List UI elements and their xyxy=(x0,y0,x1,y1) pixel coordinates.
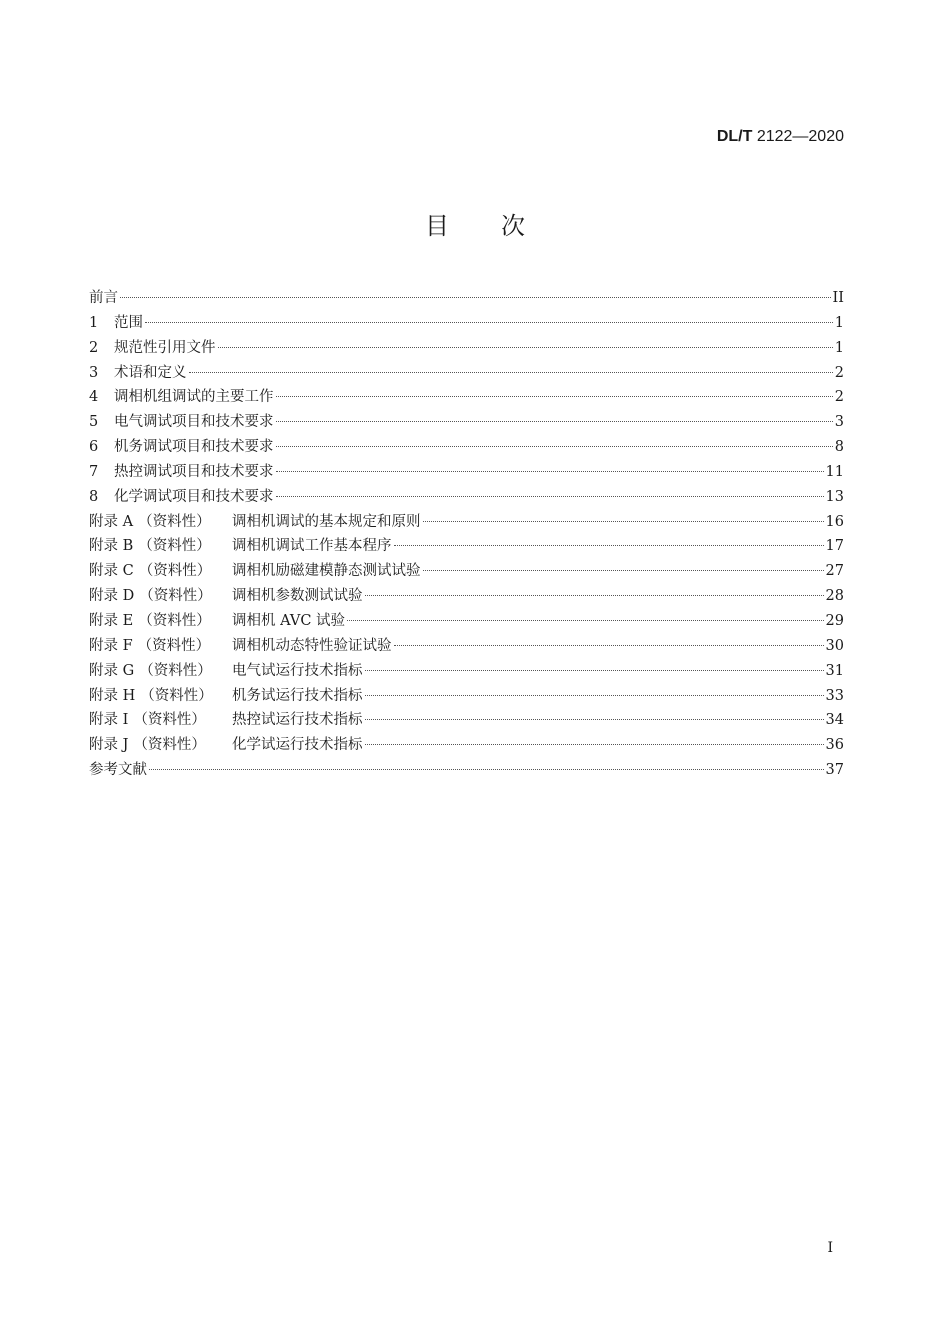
toc-entry-8[interactable] xyxy=(89,485,844,510)
appendix-prefix: 附录 F xyxy=(89,637,133,654)
toc-entry-page: 1 xyxy=(834,339,844,356)
toc-entry-text: 机务调试项目和技术要求 xyxy=(114,439,274,456)
dot-leader xyxy=(120,297,831,298)
toc-entry-page: 28 xyxy=(825,588,844,605)
toc-entry-appendix-c[interactable] xyxy=(89,559,844,584)
appendix-nature: （资料性） xyxy=(139,662,212,679)
toc-entry-page: 17 xyxy=(825,538,844,555)
toc-entry-text: 术语和定义 xyxy=(114,364,187,381)
toc-entry-text: 参考文献 xyxy=(89,762,147,779)
appendix-nature: （资料性） xyxy=(138,513,211,530)
appendix-nature: （资料性） xyxy=(133,712,206,729)
appendix-nature: （资料性） xyxy=(138,563,212,580)
page-number: I xyxy=(827,1240,833,1256)
appendix-prefix: 附录 A xyxy=(89,513,134,530)
toc-entry-number: 3 xyxy=(89,364,99,381)
toc-entry-text: 热控调试项目和技术要求 xyxy=(114,463,274,480)
dot-leader xyxy=(365,670,824,671)
dot-leader xyxy=(189,372,833,373)
appendix-nature: （资料性） xyxy=(138,538,211,555)
toc-entry-page: II xyxy=(832,290,844,306)
dot-leader xyxy=(365,719,824,720)
toc-entry-text: 调相机调试的基本规定和原则 xyxy=(232,513,421,530)
toc-entry-appendix-h[interactable] xyxy=(89,684,844,709)
dot-leader xyxy=(365,744,824,745)
toc-entry-appendix-f[interactable] xyxy=(89,634,844,659)
appendix-prefix: 附录 I xyxy=(89,712,129,729)
toc-entry-page: 34 xyxy=(825,712,844,729)
appendix-nature: （资料性） xyxy=(137,637,211,654)
toc-entry-page: 27 xyxy=(825,563,844,580)
dot-leader xyxy=(276,446,833,447)
toc-entry-text: 调相机调试工作基本程序 xyxy=(232,538,392,555)
appendix-prefix: 附录 G xyxy=(89,662,135,679)
toc-entry-appendix-d[interactable] xyxy=(89,584,844,609)
dot-leader xyxy=(365,595,824,596)
dot-leader xyxy=(276,396,833,397)
appendix-prefix: 附录 J xyxy=(89,737,129,754)
dot-leader xyxy=(149,769,824,770)
dot-leader xyxy=(276,496,824,497)
toc-entry-text: 前言 xyxy=(89,290,118,306)
dot-leader xyxy=(276,471,824,472)
toc-entry-number: 7 xyxy=(89,463,99,480)
toc-entry-text: 热控试运行技术指标 xyxy=(232,712,363,729)
appendix-nature: （资料性） xyxy=(139,588,212,605)
toc-entry-text: 电气调试项目和技术要求 xyxy=(114,414,274,431)
dot-leader xyxy=(365,695,824,696)
toc-entry-7[interactable] xyxy=(89,460,844,485)
toc-entry-6[interactable] xyxy=(89,435,844,460)
toc-entry-number: 1 xyxy=(89,314,99,331)
dot-leader xyxy=(276,421,833,422)
toc-entry-appendix-g[interactable] xyxy=(89,659,844,684)
toc-entry-text: 化学调试项目和技术要求 xyxy=(114,488,274,505)
toc-entry-appendix-j[interactable] xyxy=(89,733,844,758)
dot-leader xyxy=(423,570,824,571)
toc-entry-number: 2 xyxy=(89,339,99,356)
toc-entry-5[interactable] xyxy=(89,410,844,435)
appendix-prefix: 附录 E xyxy=(89,612,134,629)
toc-entry-page: 36 xyxy=(825,737,844,754)
toc-entry-2[interactable] xyxy=(89,336,844,361)
toc-entry-page: 16 xyxy=(825,513,844,530)
toc-entry-text: 调相机组调试的主要工作 xyxy=(114,389,274,406)
toc-entry-references[interactable] xyxy=(89,758,844,783)
toc-entry-appendix-i[interactable] xyxy=(89,708,844,733)
toc-entry-4[interactable] xyxy=(89,385,844,410)
toc-entry-text: 范围 xyxy=(114,314,143,331)
toc-entry-3[interactable] xyxy=(89,361,844,386)
appendix-nature: （资料性） xyxy=(140,687,213,704)
appendix-prefix: 附录 B xyxy=(89,538,134,555)
dot-leader xyxy=(423,521,824,522)
toc-entry-page: 3 xyxy=(834,414,844,431)
toc-entry-page: 13 xyxy=(825,488,844,505)
appendix-nature: （资料性） xyxy=(138,612,211,629)
standard-code xyxy=(717,128,844,146)
toc-entry-page: 29 xyxy=(825,612,844,629)
toc-entry-appendix-a[interactable] xyxy=(89,510,844,535)
appendix-nature: （资料性） xyxy=(133,737,206,754)
dot-leader xyxy=(218,347,833,348)
toc-entry-page: 2 xyxy=(834,389,844,406)
toc-entry-page: 2 xyxy=(834,364,844,381)
dot-leader xyxy=(347,620,824,621)
appendix-prefix: 附录 D xyxy=(89,588,135,605)
toc-entry-page: 1 xyxy=(834,314,844,331)
toc-entry-text: 机务试运行技术指标 xyxy=(232,687,363,704)
dot-leader xyxy=(394,545,824,546)
toc-entry-text: 调相机参数测试试验 xyxy=(232,588,363,605)
toc-entry-page: 8 xyxy=(834,439,844,456)
page-title: 目次 xyxy=(425,212,577,240)
toc-entry-page: 30 xyxy=(825,637,844,654)
dot-leader xyxy=(394,645,824,646)
toc-entry-text: 调相机 AVC 试验 xyxy=(232,612,346,629)
toc-entry-text: 化学试运行技术指标 xyxy=(232,737,363,754)
toc-entry-page: 11 xyxy=(825,463,844,480)
appendix-prefix: 附录 C xyxy=(89,563,134,580)
appendix-prefix: 附录 H xyxy=(89,687,136,704)
table-of-contents xyxy=(89,286,844,783)
toc-entry-appendix-e[interactable] xyxy=(89,609,844,634)
dot-leader xyxy=(145,322,833,323)
toc-entry-text: 调相机励磁建模静态测试试验 xyxy=(232,563,421,580)
toc-entry-text: 调相机动态特性验证试验 xyxy=(232,637,392,654)
toc-entry-page: 37 xyxy=(825,762,844,779)
standard-number: 2122—2020 xyxy=(756,128,844,145)
standard-prefix: DL/T xyxy=(716,128,753,145)
toc-entry-text: 电气试运行技术指标 xyxy=(232,662,363,679)
toc-entry-number: 5 xyxy=(89,414,99,431)
toc-entry-number: 8 xyxy=(89,488,99,505)
toc-entry-page: 31 xyxy=(825,662,844,679)
toc-entry-text: 规范性引用文件 xyxy=(114,339,216,356)
toc-entry-number: 6 xyxy=(89,439,99,456)
toc-entry-appendix-b[interactable] xyxy=(89,534,844,559)
toc-entry-number: 4 xyxy=(89,389,99,406)
toc-entry-foreword[interactable] xyxy=(89,286,844,311)
toc-entry-1[interactable] xyxy=(89,311,844,336)
toc-entry-page: 33 xyxy=(825,687,844,704)
